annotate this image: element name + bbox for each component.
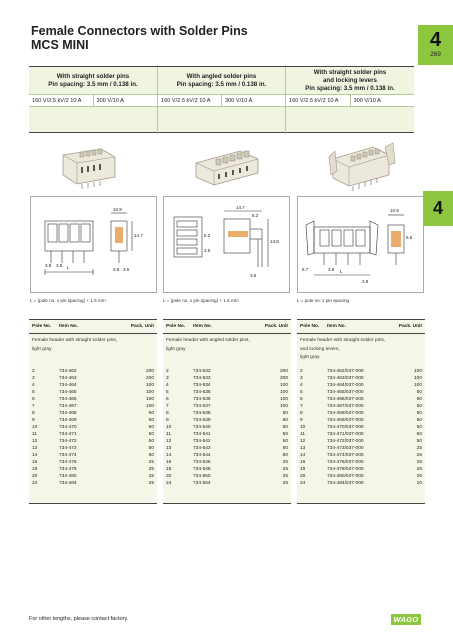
pack-unit-cell: 50	[148, 453, 154, 458]
description-line: light gray	[166, 346, 186, 352]
description-line: Female header with straight solder pins,	[300, 338, 386, 343]
pack-unit-cell: 25	[148, 474, 154, 479]
product-description	[166, 337, 288, 354]
pack-unit-cell: 100	[145, 390, 154, 395]
pack-unit-cell: 10	[416, 481, 422, 486]
table-row	[163, 480, 291, 487]
pack-unit-cell: 100	[279, 383, 288, 388]
pole-no-cell: 3	[300, 376, 303, 381]
spec-rating-row	[158, 94, 285, 107]
dim-label: 8.7	[302, 267, 309, 272]
pole-no-cell: 5	[166, 390, 169, 395]
item-no-cell: 734-480	[59, 474, 77, 479]
table-row	[297, 466, 425, 473]
pack-unit-cell: 100	[279, 404, 288, 409]
pack-unit-cell: 50	[416, 390, 422, 395]
pole-no-cell: 13	[300, 446, 306, 451]
table-row	[297, 473, 425, 480]
table-row	[297, 382, 425, 389]
pole-no-cell: 24	[32, 481, 38, 486]
item-no-cell: 734-550	[193, 474, 211, 479]
pack-unit-cell: 50	[148, 439, 154, 444]
table-row	[163, 368, 291, 375]
pole-no-cell: 7	[32, 404, 35, 409]
pack-unit-cell: 100	[413, 383, 422, 388]
pole-no-cell: 5	[300, 390, 303, 395]
table-row	[163, 459, 291, 466]
dim-label: 14.7	[236, 205, 245, 210]
item-no-cell: 734-473	[59, 446, 77, 451]
pack-unit-cell: 50	[148, 446, 154, 451]
table-row	[29, 459, 157, 466]
pole-no-cell: 8	[166, 411, 169, 416]
item-no-cell: 734-534	[193, 383, 211, 388]
table-row	[297, 424, 425, 431]
table-row	[297, 452, 425, 459]
dim-label: 10.9	[113, 207, 122, 212]
table-row	[163, 431, 291, 438]
pack-unit-cell: 50	[148, 418, 154, 423]
table-row	[163, 417, 291, 424]
spec-heading-line: and locking levers	[322, 76, 377, 84]
product-photo-straight	[55, 137, 125, 192]
item-no-cell: 734-542	[193, 439, 211, 444]
pole-no-cell: 5	[32, 390, 35, 395]
order-table-locking	[297, 319, 425, 504]
item-no-cell: 734-468	[59, 411, 77, 416]
pack-unit-cell: 25	[282, 467, 288, 472]
pole-no-cell: 10	[166, 425, 172, 430]
pack-unit-cell: 25	[416, 467, 422, 472]
dim-label: 3.8	[45, 263, 52, 268]
table-rows	[297, 368, 425, 487]
dim-label: 10.9	[390, 208, 399, 213]
item-no-cell: 734-470/037-000	[327, 425, 364, 430]
table-row	[297, 403, 425, 410]
rating-ul: 160 V/2.5 kV/2 10 A	[161, 98, 211, 104]
rating-csa: 300 V/10 A	[93, 95, 158, 106]
item-no-cell: 734-469/037-000	[327, 418, 364, 423]
table-row	[29, 368, 157, 375]
pack-unit-cell: 25	[416, 460, 422, 465]
pole-no-cell: 16	[300, 460, 306, 465]
table-row	[29, 375, 157, 382]
col-item-no: Item No.	[193, 324, 212, 329]
item-no-cell: 734-538	[193, 411, 211, 416]
pack-unit-cell: 50	[416, 432, 422, 437]
table-row	[29, 431, 157, 438]
pole-no-cell: 18	[300, 467, 306, 472]
drawing-svg	[298, 197, 423, 292]
pack-unit-cell: 200	[145, 369, 154, 374]
rating-csa: 300 V/10 A	[221, 95, 285, 106]
table-row	[29, 445, 157, 452]
spec-panel	[29, 66, 414, 133]
chapter-tab	[418, 25, 453, 65]
dim-label: 3.9	[362, 279, 369, 284]
pack-unit-cell: 25	[282, 460, 288, 465]
pole-no-cell: 4	[32, 383, 35, 388]
dimension-drawing-locking	[297, 196, 424, 293]
pack-unit-cell: 50	[416, 425, 422, 430]
drawing-caption: L = (pole no. x pin spacing) + 1.5 mm	[30, 298, 106, 303]
col-pack-unit: Pack. Unit	[264, 324, 288, 329]
table-row	[29, 480, 157, 487]
pack-unit-cell: 50	[282, 432, 288, 437]
item-no-cell: 734-470	[59, 425, 77, 430]
table-row	[29, 473, 157, 480]
pole-no-cell: 14	[300, 453, 306, 458]
pole-no-cell: 12	[32, 439, 38, 444]
pole-no-cell: 10	[32, 425, 38, 430]
drawing-caption: L = pole no. x pin spacing	[297, 298, 350, 303]
table-row	[29, 410, 157, 417]
table-row	[163, 410, 291, 417]
pole-no-cell: 4	[166, 383, 169, 388]
title-line-1: Female Connectors with Solder Pins	[31, 24, 248, 38]
item-no-cell: 734-478/037-000	[327, 467, 364, 472]
pole-no-cell: 24	[166, 481, 172, 486]
table-row	[163, 452, 291, 459]
order-table-straight	[29, 319, 157, 504]
item-no-cell: 734-537	[193, 404, 211, 409]
table-row	[163, 466, 291, 473]
pole-no-cell: 14	[166, 453, 172, 458]
dimension-drawing-angled	[163, 196, 290, 293]
description-line: light gray	[300, 355, 320, 360]
pack-unit-cell: 100	[145, 383, 154, 388]
item-no-cell: 734-478	[59, 467, 77, 472]
table-row	[29, 417, 157, 424]
table-row	[297, 410, 425, 417]
item-no-cell: 734-467/037-000	[327, 404, 364, 409]
item-no-cell: 734-548	[193, 467, 211, 472]
pole-no-cell: 9	[166, 418, 169, 423]
table-row	[297, 438, 425, 445]
footer-note: For other lengths, please contact factory.	[29, 616, 129, 622]
description-line: and locking levers,	[300, 346, 340, 352]
item-no-cell: 734-463/037-000	[327, 376, 364, 381]
pack-unit-cell: 50	[282, 411, 288, 416]
side-chapter-tab: 4	[423, 191, 453, 226]
dim-label: 5.2	[204, 233, 211, 238]
spec-heading-line: Pin spacing: 3.5 mm / 0.138 in.	[305, 84, 395, 92]
pole-no-cell: 2	[32, 369, 35, 374]
pole-no-cell: 9	[300, 418, 303, 423]
dim-label: 3.8	[113, 267, 120, 272]
dim-label: 3.5	[204, 248, 211, 253]
pole-no-cell: 6	[166, 397, 169, 402]
pack-unit-cell: 50	[148, 411, 154, 416]
item-no-cell: 734-469	[59, 418, 77, 423]
pole-no-cell: 24	[300, 481, 306, 486]
dim-label: 8.2	[252, 213, 259, 218]
page-title	[31, 24, 411, 52]
item-no-cell: 734-533	[193, 376, 211, 381]
table-header	[29, 320, 157, 334]
product-description	[32, 337, 154, 354]
col-pole-no: Pole No.	[166, 324, 186, 329]
drawing-svg	[164, 197, 289, 292]
col-item-no: Item No.	[327, 324, 346, 329]
table-row	[297, 396, 425, 403]
item-no-cell: 734-462	[59, 369, 77, 374]
pack-unit-cell: 50	[416, 404, 422, 409]
description-line: light gray	[32, 346, 52, 352]
item-no-cell: 734-532	[193, 369, 211, 374]
item-no-cell: 734-541	[193, 432, 211, 437]
item-no-cell: 734-474/037-000	[327, 453, 364, 458]
table-row	[297, 375, 425, 382]
item-no-cell: 734-463	[59, 376, 77, 381]
spec-heading-line: With straight solder pins	[313, 68, 387, 76]
item-no-cell: 734-484	[59, 481, 77, 486]
table-header	[163, 320, 291, 334]
col-item-no: Item No.	[59, 324, 78, 329]
pole-no-cell: 2	[166, 369, 169, 374]
pole-no-cell: 10	[300, 425, 306, 430]
pole-no-cell: 20	[32, 474, 38, 479]
order-table-angled	[163, 319, 291, 504]
table-row	[29, 424, 157, 431]
table-row	[29, 382, 157, 389]
col-pole-no: Pole No.	[300, 324, 320, 329]
item-no-cell: 734-476	[59, 460, 77, 465]
item-no-cell: 734-467	[59, 404, 77, 409]
pack-unit-cell: 100	[145, 404, 154, 409]
table-row	[163, 424, 291, 431]
item-no-cell: 734-540	[193, 425, 211, 430]
table-rows	[163, 368, 291, 487]
table-row	[163, 473, 291, 480]
pole-no-cell: 9	[32, 418, 35, 423]
pack-unit-cell: 50	[282, 453, 288, 458]
pack-unit-cell: 200	[145, 376, 154, 381]
pole-no-cell: 11	[32, 432, 37, 437]
item-no-cell: 734-480/037-000	[327, 474, 364, 479]
pack-unit-cell: 25	[416, 453, 422, 458]
description-line: Female header with straight solder pins,	[32, 338, 118, 343]
item-no-cell: 734-471	[59, 432, 77, 437]
item-no-cell: 734-484/037-000	[327, 481, 364, 486]
dim-label: 3.6	[250, 273, 257, 278]
pole-no-cell: 6	[300, 397, 303, 402]
pack-unit-cell: 50	[282, 446, 288, 451]
pole-no-cell: 20	[166, 474, 172, 479]
dim-label: 3.5	[123, 267, 130, 272]
spec-heading-line: Pin spacing: 3.5 mm / 0.138 in.	[48, 80, 138, 88]
spec-heading-line: Pin spacing: 3.5 mm / 0.138 in.	[176, 80, 267, 88]
item-no-cell: 734-468/037-000	[327, 411, 364, 416]
spec-heading	[29, 67, 157, 94]
pole-no-cell: 6	[32, 397, 35, 402]
spec-heading	[286, 67, 414, 94]
pack-unit-cell: 50	[416, 397, 422, 402]
item-no-cell: 734-466	[59, 397, 77, 402]
pack-unit-cell: 50	[416, 439, 422, 444]
item-no-cell: 734-472/037-000	[327, 439, 364, 444]
pole-no-cell: 18	[166, 467, 172, 472]
table-row	[29, 452, 157, 459]
table-row	[297, 445, 425, 452]
pack-unit-cell: 25	[416, 474, 422, 479]
pack-unit-cell: 25	[148, 460, 154, 465]
table-row	[29, 466, 157, 473]
item-no-cell: 734-472	[59, 439, 77, 444]
dim-label: 13.8	[270, 239, 279, 244]
table-header	[297, 320, 425, 334]
pack-unit-cell: 50	[282, 425, 288, 430]
col-pack-unit: Pack. Unit	[398, 324, 422, 329]
spec-column-2	[158, 67, 286, 134]
table-row	[297, 389, 425, 396]
spec-rating-row	[286, 94, 414, 107]
dim-label: 3.5	[56, 263, 63, 268]
table-row	[29, 403, 157, 410]
table-row	[163, 396, 291, 403]
table-row	[163, 403, 291, 410]
item-no-cell: 734-535	[193, 390, 211, 395]
spec-rating-row	[29, 94, 157, 107]
rating-ul: 160 V/2.5 kV/2 10 A	[32, 98, 82, 104]
pack-unit-cell: 25	[416, 446, 422, 451]
pack-unit-cell: 100	[413, 369, 422, 374]
dim-label: 3.8	[328, 267, 335, 272]
pole-no-cell: 3	[166, 376, 169, 381]
col-pack-unit: Pack. Unit	[130, 324, 154, 329]
table-row	[163, 382, 291, 389]
pole-no-cell: 16	[32, 460, 38, 465]
pack-unit-cell: 100	[413, 376, 422, 381]
pole-no-cell: 11	[300, 432, 305, 437]
pole-no-cell: 14	[32, 453, 38, 458]
pole-no-cell: 16	[166, 460, 172, 465]
pole-no-cell: 11	[166, 432, 171, 437]
pack-unit-cell: 50	[282, 439, 288, 444]
table-row	[297, 417, 425, 424]
pole-no-cell: 13	[32, 446, 38, 451]
title-line-2: MCS MINI	[31, 38, 89, 52]
item-no-cell: 734-546	[193, 460, 211, 465]
rating-csa: 300 V/10 A	[350, 95, 415, 106]
spec-column-1	[29, 67, 158, 134]
col-pole-no: Pole No.	[32, 324, 52, 329]
item-no-cell: 734-464	[59, 383, 77, 388]
table-row	[297, 368, 425, 375]
pole-no-cell: 8	[300, 411, 303, 416]
item-no-cell: 734-544	[193, 453, 211, 458]
spec-heading-line: With straight solder pins	[56, 72, 130, 80]
pack-unit-cell: 50	[148, 425, 154, 430]
pole-no-cell: 4	[300, 383, 303, 388]
table-row	[29, 396, 157, 403]
pole-no-cell: 2	[300, 369, 303, 374]
item-no-cell: 734-465	[59, 390, 77, 395]
item-no-cell: 734-476/037-000	[327, 460, 364, 465]
pack-unit-cell: 100	[279, 397, 288, 402]
pole-no-cell: 8	[32, 411, 35, 416]
item-no-cell: 734-466/037-000	[327, 397, 364, 402]
pole-no-cell: 12	[166, 439, 172, 444]
table-row	[163, 445, 291, 452]
table-row	[163, 438, 291, 445]
table-row	[297, 459, 425, 466]
item-no-cell: 734-539	[193, 418, 211, 423]
spec-column-3	[286, 67, 414, 134]
pole-no-cell: 13	[166, 446, 172, 451]
pack-unit-cell: 200	[279, 376, 288, 381]
pack-unit-cell: 25	[282, 474, 288, 479]
item-no-cell: 734-471/037-000	[327, 432, 364, 437]
item-no-cell: 734-474	[59, 453, 77, 458]
spec-heading	[158, 67, 285, 94]
pack-unit-cell: 100	[145, 397, 154, 402]
pole-no-cell: 7	[300, 404, 303, 409]
pole-no-cell: 20	[300, 474, 306, 479]
item-no-cell: 734-464/037-000	[327, 383, 364, 388]
pack-unit-cell: 200	[279, 369, 288, 374]
pack-unit-cell: 50	[416, 418, 422, 423]
pack-unit-cell: 25	[148, 467, 154, 472]
table-rows	[29, 368, 157, 487]
chapter-number: 4	[429, 29, 442, 51]
dimension-drawing-straight	[30, 196, 157, 293]
wago-logo: WAGO	[391, 614, 421, 625]
pack-unit-cell: 50	[416, 411, 422, 416]
description-line: Female header with angled solder pins,	[166, 338, 250, 343]
pack-unit-cell: 50	[148, 432, 154, 437]
table-row	[163, 389, 291, 396]
item-no-cell: 734-465/037-000	[327, 390, 364, 395]
table-row	[29, 389, 157, 396]
dim-label: L	[340, 269, 343, 274]
product-description	[300, 337, 422, 363]
item-no-cell: 734-543	[193, 446, 211, 451]
table-row	[297, 431, 425, 438]
item-no-cell: 734-473/037-000	[327, 446, 364, 451]
product-photo-locking	[323, 137, 399, 192]
item-no-cell: 734-554	[193, 481, 211, 486]
table-row	[29, 438, 157, 445]
dim-label: L	[67, 265, 70, 270]
table-row	[297, 480, 425, 487]
item-no-cell: 734-536	[193, 397, 211, 402]
pack-unit-cell: 50	[282, 418, 288, 423]
pack-unit-cell: 25	[148, 481, 154, 486]
drawing-svg	[31, 197, 156, 292]
table-row	[163, 375, 291, 382]
dim-label: 5.5	[406, 235, 413, 240]
product-photo-angled	[188, 137, 270, 192]
page-number: 269	[430, 51, 441, 58]
pole-no-cell: 7	[166, 404, 169, 409]
pole-no-cell: 3	[32, 376, 35, 381]
drawing-caption: L = (pole no. x pin spacing) + 1.5 mm	[163, 298, 239, 303]
pole-no-cell: 12	[300, 439, 306, 444]
spec-heading-line: With angled solder pins	[186, 72, 257, 80]
pack-unit-cell: 100	[279, 390, 288, 395]
rating-ul: 160 V/2.5 kV/2 10 A	[289, 98, 339, 104]
pack-unit-cell: 25	[282, 481, 288, 486]
item-no-cell: 734-462/037-000	[327, 369, 364, 374]
pole-no-cell: 18	[32, 467, 38, 472]
dim-label: 14.7	[134, 233, 143, 238]
